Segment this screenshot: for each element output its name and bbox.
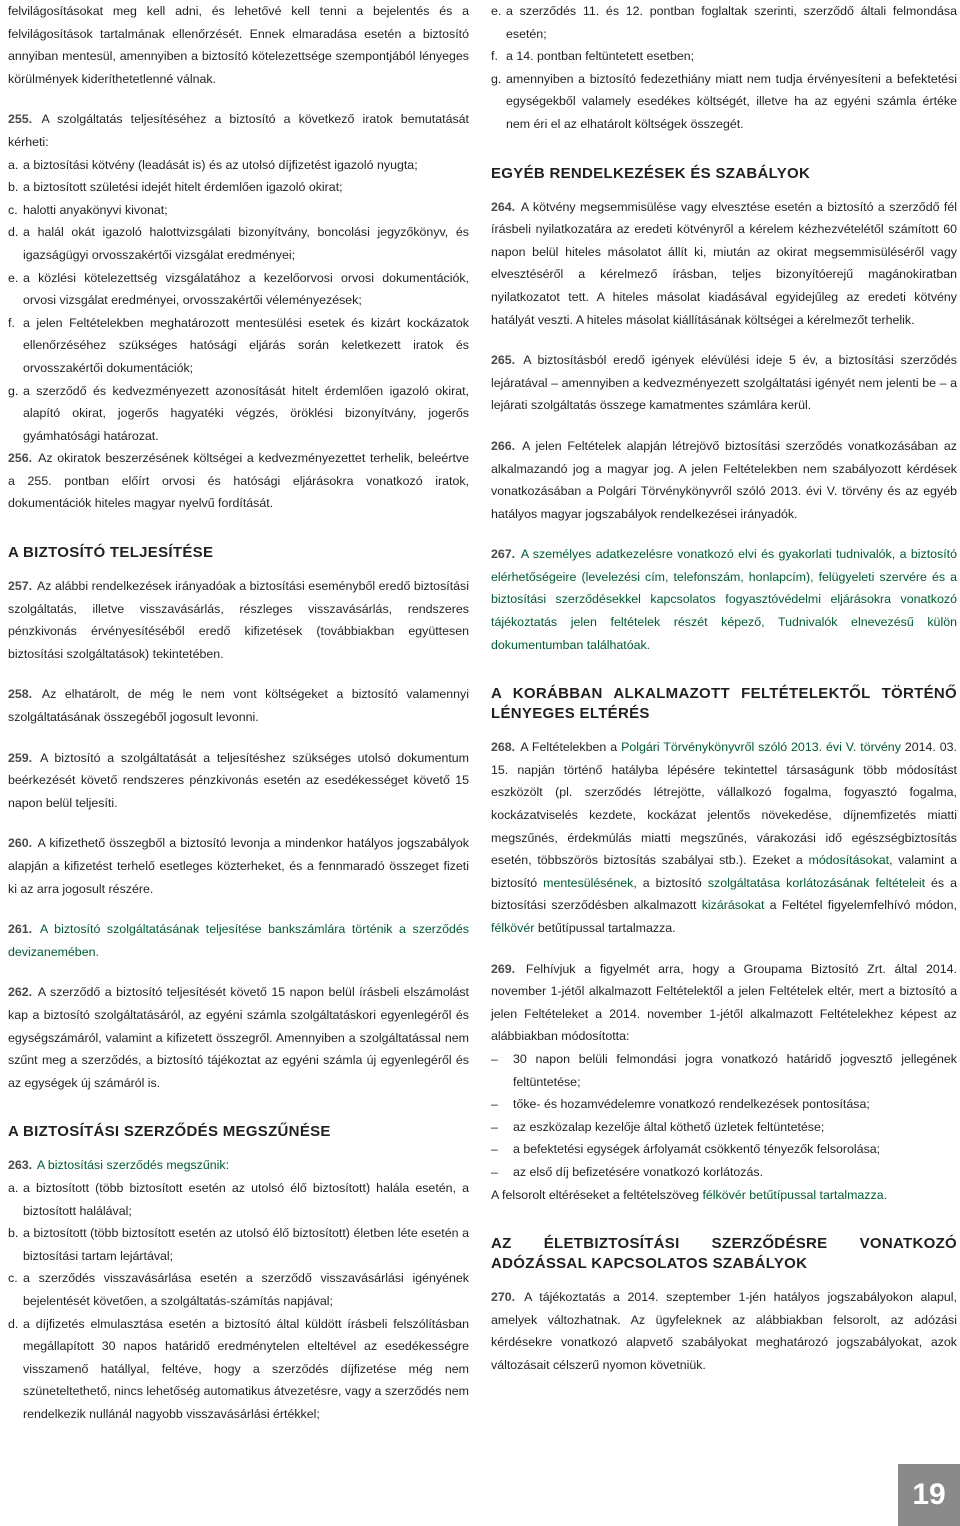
paragraph-number: 268. — [491, 740, 516, 755]
list-label: f. — [491, 49, 498, 64]
paragraph-text: A biztosítási szerződés megszűnik: — [36, 1158, 230, 1173]
paragraph-255 — [8, 108, 469, 447]
list-text: a szerződés visszavásárlása esetén a szerződő visszavásárlási igényének bejelentését követően, a szolgáltatás-számítás napjával; — [23, 1271, 469, 1308]
paragraph-number: 260. — [8, 836, 33, 851]
paragraph-number: 269. — [491, 961, 516, 976]
paragraph-number: 259. — [8, 750, 33, 765]
change-note — [491, 1184, 957, 1207]
paragraph-number: 257. — [8, 579, 33, 594]
termination-list-continued — [491, 0, 957, 136]
list-item — [8, 1313, 469, 1426]
text-run: , valamint a biztosító — [491, 853, 957, 890]
paragraph-text: A biztosításból eredő igények elévülési ideje 5 év, a biztosítási szerződés lejáratával – amennyiben a kedvezményezett szolgáltatási igényét nem jelenti be – a lejárati szolgáltatás összege kamatmentes számlára kerül. — [491, 353, 957, 413]
paragraph-260 — [8, 832, 469, 900]
paragraph-text: A kifizethető összegből a biztosító levonja a mindenkor hatályos jogszabályok alapján a kifizetést terhelő esetleges közterheket, és a fennmaradó összeget fizeti ki az arra jogosult részére. — [8, 836, 469, 896]
text-run: betűtípussal tartalmazza. — [534, 921, 676, 935]
section-heading: A BIZTOSÍTÁSI SZERZŐDÉS MEGSZŰNÉSE — [8, 1123, 331, 1141]
paragraph-text: Az alábbi rendelkezések irányadóak a biztosítási eseményből eredő biztosítási szolgáltatás, illetve visszavásárlás, részleges visszavásárlás, rendszeres pénzkivonás érvényesítéséből eredő kifizetések (továbbiakban együttesen biztosítási szolgáltatások) tekintetében. — [8, 579, 469, 661]
list-label: b. — [8, 1226, 19, 1241]
list-text: a jelen Feltételekben meghatározott mentesülési esetek és kizárt kockázatok ellenőrzéséhez szükséges hatósági eljárás során keletkezett iratok és orvosszakértői dokumentációk; — [23, 315, 469, 375]
list-item — [8, 221, 469, 266]
highlighted-text: módosításokat — [808, 853, 890, 868]
paragraph-text: A biztosító szolgáltatásának teljesítése bankszámlára történik a szerződés devizanemében. — [8, 922, 470, 959]
list-item — [8, 199, 469, 222]
highlighted-text: Polgári Törvénykönyvről szóló 2013. évi V. törvény — [621, 740, 901, 755]
page-number: 19 — [898, 1464, 960, 1526]
section-heading: A BIZTOSÍTÓ TELJESÍTÉSE — [8, 544, 214, 562]
list-label: c. — [8, 1271, 18, 1286]
list-item: – 30 napon belüli felmondási jogra vonatkozó határidő jogvesztő jellegének feltüntetése; — [491, 1048, 957, 1093]
paragraph-266 — [491, 435, 957, 525]
paragraph-257 — [8, 575, 469, 665]
list-item — [8, 1267, 469, 1312]
list-label: d. — [8, 225, 19, 240]
list-label: d. — [8, 1316, 19, 1331]
left-column — [8, 0, 469, 1425]
list-text: a biztosított (több biztosított esetén az utolsó élő biztosított) halála esetén, a biztosított halálával; — [23, 1180, 469, 1218]
paragraph-259 — [8, 747, 469, 815]
right-column — [491, 0, 957, 1395]
text-run: és a biztosítási szerződésben alkalmazott — [491, 875, 957, 913]
paragraph-264 — [491, 196, 957, 332]
list-label: b. — [8, 180, 19, 195]
section-heading: EGYÉB RENDELKEZÉSEK ÉS SZABÁLYOK — [491, 164, 811, 182]
paragraph-267 — [491, 543, 957, 656]
list-item — [8, 380, 469, 448]
list-item — [8, 1177, 469, 1222]
highlighted-text: kizárásokat — [701, 898, 765, 913]
list-label: e. — [491, 4, 502, 18]
list-item — [8, 176, 469, 199]
paragraph-text: A szolgáltatás teljesítéséhez a biztosító a következő iratok bemutatását kérheti: — [8, 112, 469, 149]
paragraph-265 — [491, 349, 957, 417]
paragraph-256 — [8, 447, 469, 515]
text-run: A Feltételekben a — [520, 740, 622, 755]
text-run: a Feltétel figyelemfelhívó módon, — [764, 898, 957, 913]
paragraph-number: 255. — [8, 112, 33, 127]
paragraph-text: A személyes adatkezelésre vonatkozó elvi és gyakorlati tudnivalók, a biztosító elérhetőségeire (levelezési cím, telefonszám, honlapcím), felügyeleti szervére és a biztosítási szerződésekkel kapcsolatos fogyasztóvédelmi eljárásokra vonatkozó tájékoztatás jelen feltételek részét képező, Tudnivalók elnevezésű külön dokumentumban találhatóak. — [491, 547, 957, 652]
list-text: a halál okát igazoló halottvizsgálati bizonyítvány, boncolási jegyzőkönyv, és igazságügyi orvosszakértői vizsgálat eredményei; — [23, 225, 469, 262]
list-text: a 14. pontban feltüntetett esetben; — [506, 49, 695, 64]
paragraph-number: 265. — [491, 353, 516, 368]
list-text: amennyiben a biztosító fedezethiány miatt nem tudja érvényesíteni a befektetési egységekből valamely esedékes költségét, illetve ha az egyéni számla értéke nem éri el az elhatárolt költségek összegét. — [506, 71, 957, 131]
termination-list — [8, 1177, 469, 1426]
list-item: – a befektetési egységek árfolyamát csökkentő tényezők felsorolása; — [491, 1138, 957, 1161]
paragraph-261 — [8, 918, 469, 963]
paragraph-263 — [8, 1154, 469, 1425]
list-item — [8, 267, 469, 312]
paragraph-269 — [491, 958, 957, 1207]
paragraph-number: 267. — [491, 547, 516, 562]
paragraph-270 — [491, 1286, 957, 1376]
section-heading: A KORÁBBAN ALKALMAZOTT FELTÉTELEKTŐL TÖRTÉNŐ LÉNYEGES ELTÉRÉS — [491, 685, 957, 723]
paragraph-text: A tájékoztatás a 2014. szeptember 1-jén hatályos jogszabályokon alapul, amelyek változhatnak. Az ügyfeleknek az alábbiakban felsorolt, az adózási kérdésekre vonatkozó alapvető szabályokat meghatározó jogszabályokat, azok változásait célszerű nyomon követniük. — [491, 1290, 957, 1372]
list-label: g. — [491, 71, 502, 86]
paragraph-number: 262. — [8, 985, 33, 1000]
list-item — [491, 0, 957, 45]
list-text: a díjfizetés elmulasztása esetén a biztosító által küldött írásbeli felszólításban megállapított 30 napos határidő eredménytelen elteltével az esedékességre visszamenő hatállyal, feltéve, hogy a szerződés díjfizetése még nem szüneteltethető, nincs lehetőség automatikus átvezetésre, vagy a szerződés nem rendelkezik nullánál nagyobb visszavásárlási értékkel; — [23, 1316, 469, 1421]
list-item — [491, 45, 957, 68]
list-text: a biztosított születési idejét hitelt érdemlően igazoló okirat; — [23, 180, 343, 195]
list-label: c. — [8, 202, 18, 217]
section-heading: AZ ÉLETBIZTOSÍTÁSI SZERZŐDÉSRE VONATKOZÓ ADÓZÁSSAL KAPCSOLATOS SZABÁLYOK — [491, 1235, 957, 1273]
list-label: e. — [8, 270, 19, 285]
paragraph-268 — [491, 736, 957, 939]
paragraph-text: A biztosító a szolgáltatását a teljesítéshez szükséges utolsó dokumentum beérkezését követő rendszeres pénzkivonás esetén az esedékességet követő 15 napon belül teljesíti. — [8, 750, 470, 810]
highlighted-text: félkövér betűtípussal tartalmazza. — [702, 1187, 888, 1202]
list-item — [491, 68, 957, 136]
highlighted-text: mentesülésének — [543, 875, 634, 890]
paragraph-text: Felhívjuk a figyelmét arra, hogy a Groupama Biztosító Zrt. által 2014. november 1-jétől alkalmazott Feltételektől a jelen Feltételek eltér, mert a biztosító a jelen Feltételeket a 2014. november 1-jétől alkalmazott Feltételekhez képest az alábbiakban módosította: — [491, 961, 957, 1044]
list-item: – tőke- és hozamvédelemre vonatkozó rendelkezések pontosítása; — [491, 1093, 957, 1116]
list-text: halotti anyakönyvi kivonat; — [23, 202, 168, 217]
list-text: a biztosítási kötvény (leadását is) és az utolsó díjfizetést igazoló nyugta; — [23, 157, 418, 172]
paragraph-text: Az okiratok beszerzésének költségei a kedvezményezettet terhelik, beleértve a 255. pontban előírt orvosi és hatósági eljárásokra vonatkozó iratok, dokumentációk hiteles magyar nyelvű fordítását. — [8, 451, 469, 511]
paragraph-262 — [8, 981, 469, 1094]
text-run: , a biztosító — [633, 875, 708, 890]
list-label: g. — [8, 383, 19, 398]
list-item — [8, 1222, 469, 1267]
list-text: a szerződés 11. és 12. pontban foglaltak szerinti, szerződő általi felmondása esetén; — [506, 4, 957, 41]
paragraph-text: A kötvény megsemmisülése vagy elvesztése esetén a biztosító a szerződő fél írásbeli nyilatkozatára az eredeti kötvényről a kérelem kézhezvételétől számított 60 napon belül hiteles másolatot állít ki, miután az okirat megsemmisüléséről vagy elvesztéséről a kérelmező írásban, teljes bizonyítóerejű magánokiratban nyilatkozatot tett. A hiteles másolat kiadásával egyidejűleg az eredeti kötvény hatályát veszti. A hiteles másolat kiállításának költségei a kérelmezőt terhelik. — [491, 199, 957, 327]
paragraph-number: 264. — [491, 199, 516, 214]
document-list — [8, 154, 469, 448]
paragraph-258 — [8, 683, 469, 728]
list-text: a biztosított (több biztosított esetén az utolsó élő biztosított) életben léte esetén a biztosítási tartam lejártával; — [23, 1226, 469, 1263]
paragraph-number: 256. — [8, 451, 33, 466]
paragraph-number: 266. — [491, 438, 516, 453]
list-text: a szerződő és kedvezményezett azonosítását hitelt érdemlően igazoló okirat, alapító okirat, jogerős hagyatéki végzés, öröklési bizonyítvány, jogerős gyámhatósági határozat. — [23, 383, 469, 443]
list-label: f. — [8, 315, 15, 330]
paragraph-number: 270. — [491, 1290, 516, 1305]
paragraph-text: A szerződő a biztosító teljesítését követő 15 napon belül írásbeli elszámolást kap a biztosító szolgáltatásáról, az egyéni számla szolgáltatáskori egyenlegéről és egységszámáról, valamint a kifizetett összegről. Amennyiben a szolgáltatással nem szűnt meg a szerződés, a biztosító tájékoztat az egyéni számla új egyenlegéről és az egységek új számáról is. — [8, 985, 469, 1090]
paragraph-number: 261. — [8, 922, 33, 937]
text-run: A felsorolt eltéréseket a feltételszöveg — [491, 1187, 703, 1202]
list-item: – az első díj befizetésére vonatkozó korlátozás. — [491, 1161, 957, 1184]
change-list — [491, 1048, 957, 1184]
paragraph-text: A jelen Feltételek alapján létrejövő biztosítási szerződés vonatkozásában az alkalmazandó jog a magyar jog. A jelen Feltételekben nem szabályozott kérdések vonatkozásában a Polgári Törvénykönyvről szóló 2013. évi V. törvény és az egyéb hatályos magyar jogszabályok rendelkezései irányadók. — [491, 438, 957, 521]
paragraph-text: Az elhatárolt, de még le nem vont költségeket a biztosító valamennyi szolgáltatásának összegéből jogosult levonni. — [8, 687, 469, 725]
highlighted-text: félkövér — [491, 921, 535, 935]
list-item — [8, 312, 469, 380]
list-item: – az eszközalap kezelője által köthető üzletek feltüntetése; — [491, 1116, 957, 1139]
text-run: 2014. 03. 15. napján történő hatályba lépésére tekintettel társaságunk több módosítást eszközölt (pl. szerződés létrejötte, vállalkozó fogalma, fogyasztó fogalma, kockázatviselés kezdete, kockázat jelentős növekedése, díjnemfizetés miatti megszűnés, érdekmúlás miatti megszűnés, várakozási idő egészségbiztosítás esetén, többszörös biztosítás szabályai stb.). Ezeket a — [491, 740, 957, 868]
list-label: a. — [8, 1180, 19, 1195]
paragraph-number: 258. — [8, 687, 33, 702]
intro-paragraph: felvilágosításokat meg kell adni, és lehetővé kell tenni a bejelentés és a felvilágosítások tartalmának ellenőrzését. Ennek elmaradása esetén a biztosító annyiban mentesül, amennyiben a biztosító kötelezettsége szempontjából lényeges körülmények kideríthetetlenné válnak. — [8, 4, 469, 86]
list-item — [8, 154, 469, 177]
list-text: a közlési kötelezettség vizsgálatához a kezelőorvosi orvosi dokumentációk, orvosi vizsgálat eredményei, orvosszakértői véleményezések; — [23, 270, 469, 308]
list-label: a. — [8, 157, 19, 172]
highlighted-text: szolgáltatása korlátozásának feltételeit — [707, 875, 926, 890]
paragraph-number: 263. — [8, 1158, 33, 1173]
